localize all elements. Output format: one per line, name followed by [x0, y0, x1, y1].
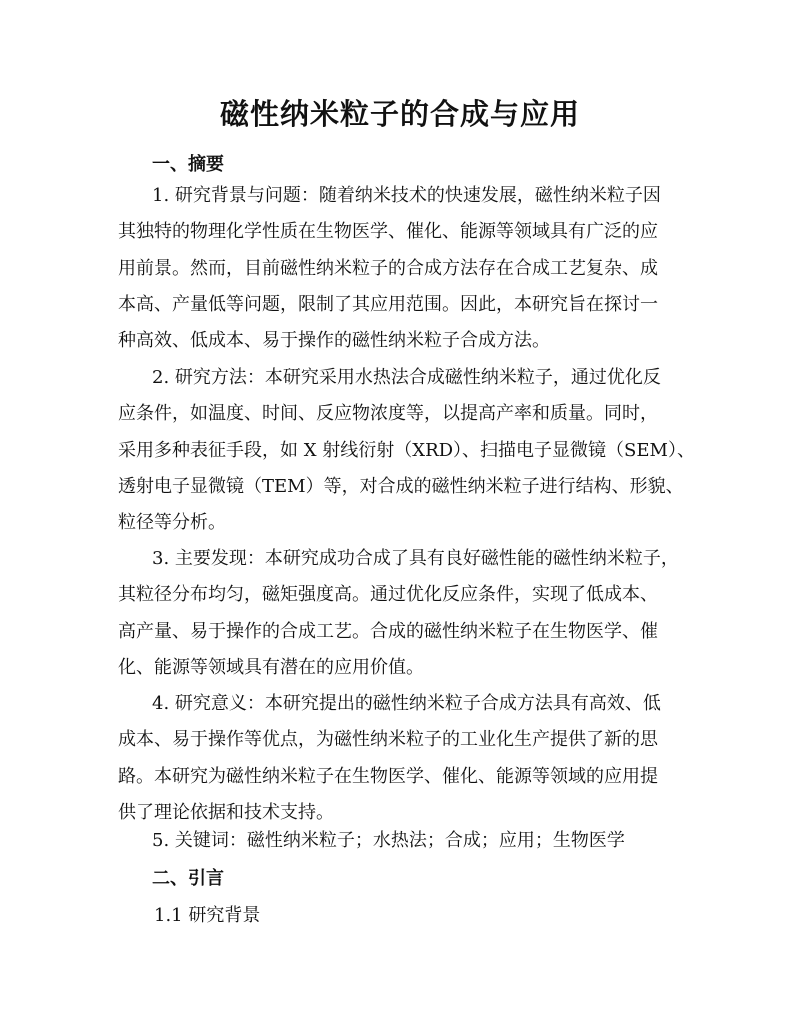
paragraph-line: 路。本研究为磁性纳米粒子在生物医学、催化、能源等领域的应用提	[118, 765, 658, 787]
section-heading-introduction: 二、引言	[152, 868, 224, 889]
paragraph-line: 用前景。然而，目前磁性纳米粒子的合成方法存在合成工艺复杂、成	[118, 257, 658, 279]
paragraph-line: 其粒径分布均匀，磁矩强度高。通过优化反应条件，实现了低成本、	[118, 584, 658, 606]
paragraph-line: 1. 研究背景与问题：随着纳米技术的快速发展，磁性纳米粒子因	[152, 185, 661, 206]
paragraph-line: 种高效、低成本、易于操作的磁性纳米粒子合成方法。	[118, 330, 550, 352]
paragraph-line: 应条件，如温度、时间、反应物浓度等，以提高产率和质量。同时，	[118, 403, 658, 425]
paragraph-findings	[118, 541, 686, 686]
subsection-heading-background: 1.1 研究背景	[154, 905, 261, 926]
paragraph-line: 其独特的物理化学性质在生物医学、催化、能源等领域具有广泛的应	[118, 221, 658, 243]
paragraph-line: 5. 关键词：磁性纳米粒子；水热法；合成；应用；生物医学	[152, 830, 625, 851]
paragraph-significance	[118, 686, 686, 831]
paragraph-line: 高产量、易于操作的合成工艺。合成的磁性纳米粒子在生物医学、催	[118, 620, 658, 642]
paragraph-line: 采用多种表征手段，如 X 射线衍射（XRD）、扫描电子显微镜（SEM）、	[118, 439, 695, 461]
paragraph-line: 透射电子显微镜（TEM）等，对合成的磁性纳米粒子进行结构、形貌、	[118, 475, 684, 497]
paragraph-line: 成本、易于操作等优点，为磁性纳米粒子的工业化生产提供了新的思	[118, 729, 658, 751]
paragraph-line: 3. 主要发现：本研究成功合成了具有良好磁性能的磁性纳米粒子，	[152, 548, 679, 569]
paragraph-background	[118, 178, 686, 359]
paragraph-keywords	[118, 823, 686, 859]
paragraph-methods	[118, 360, 695, 541]
paragraph-line: 供了理论依据和技术支持。	[118, 801, 334, 823]
paragraph-line: 2. 研究方法：本研究采用水热法合成磁性纳米粒子，通过优化反	[152, 367, 661, 388]
document-title: 磁性纳米粒子的合成与应用	[219, 97, 580, 131]
paragraph-line: 粒径等分析。	[118, 512, 226, 534]
section-heading-abstract: 一、摘要	[152, 154, 224, 175]
paragraph-line: 化、能源等领域具有潜在的应用价值。	[118, 656, 424, 678]
paragraph-line: 4. 研究意义：本研究提出的磁性纳米粒子合成方法具有高效、低	[152, 693, 661, 714]
paragraph-line: 本高、产量低等问题，限制了其应用范围。因此，本研究旨在探讨一	[118, 293, 658, 315]
